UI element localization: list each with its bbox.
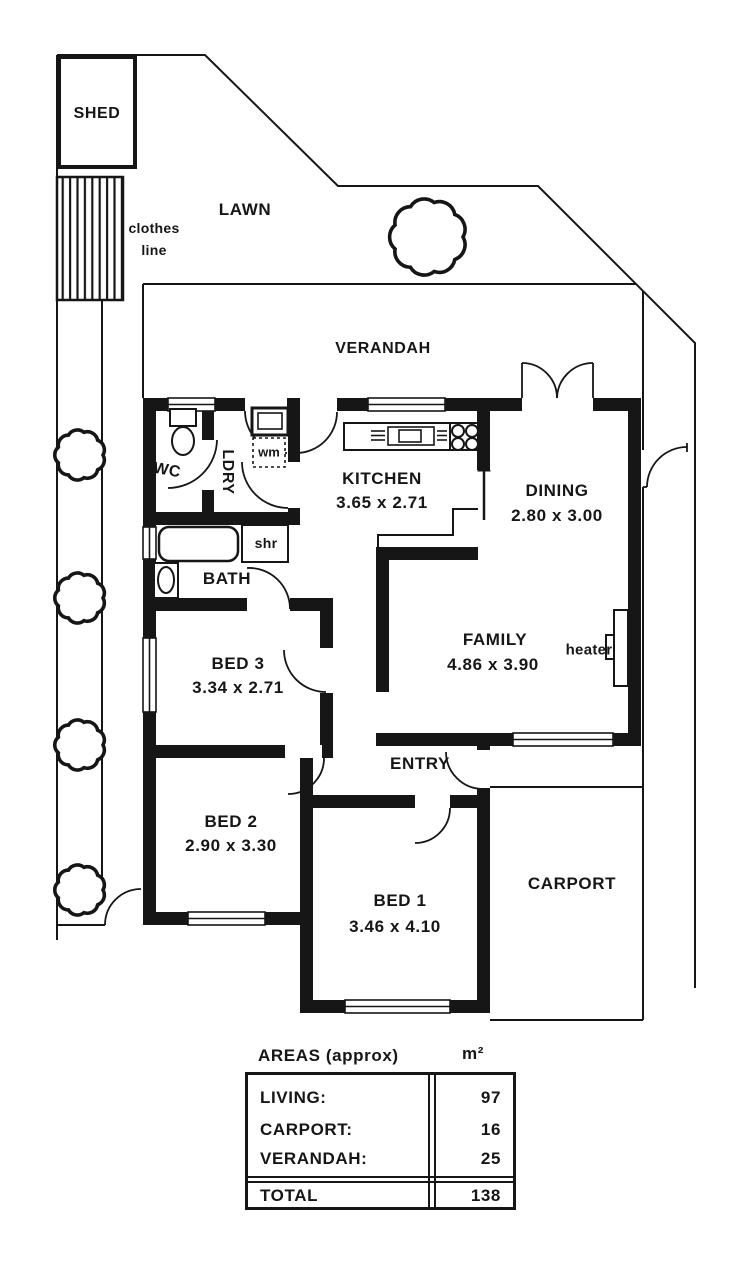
areas-table-unit: m² — [462, 1044, 484, 1063]
kitchen-bench — [344, 423, 478, 450]
kitchen-peninsula — [378, 509, 478, 547]
label-bed3-dims: 3.34 x 2.71 — [192, 678, 284, 697]
label-family: FAMILY — [462, 630, 528, 649]
areas-table-title: AREAS (approx) — [258, 1046, 399, 1065]
label-bed2-dims: 2.90 x 3.30 — [185, 836, 277, 855]
label-bath: BATH — [202, 569, 252, 588]
label-bed1: BED 1 — [373, 891, 427, 910]
total-value: 138 — [470, 1186, 501, 1205]
label-shr: shr — [254, 535, 278, 551]
label-dining: DINING — [525, 481, 589, 500]
label-entry: ENTRY — [390, 754, 450, 773]
bush-icon — [55, 430, 105, 480]
total-label: TOTAL — [260, 1186, 319, 1205]
table-divider — [434, 1075, 436, 1207]
label-ldry: LDRY — [219, 449, 236, 495]
row-label: LIVING: — [260, 1088, 327, 1107]
toilet-icon — [170, 409, 196, 455]
laundry-trough — [252, 408, 288, 435]
table-divider — [428, 1075, 430, 1207]
row-value: 25 — [480, 1149, 501, 1168]
label-clothes-line: line — [141, 242, 167, 258]
row-label: CARPORT: — [260, 1120, 353, 1139]
basin-icon — [154, 563, 178, 598]
label-verandah: VERANDAH — [335, 340, 431, 357]
label-family-dims: 4.86 x 3.90 — [447, 655, 539, 674]
clothes-line-area — [57, 177, 123, 300]
label-bed3: BED 3 — [211, 654, 265, 673]
row-value: 16 — [480, 1120, 501, 1139]
table-divider — [248, 1181, 513, 1183]
label-heater: heater — [565, 641, 613, 659]
label-kitchen: KITCHEN — [342, 469, 422, 488]
label-lawn: LAWN — [218, 200, 272, 219]
row-label: VERANDAH: — [260, 1149, 368, 1168]
label-carport: CARPORT — [527, 874, 617, 893]
label-bed2: BED 2 — [204, 812, 258, 831]
bathtub-icon — [159, 527, 238, 561]
bush-icon — [55, 720, 105, 770]
label-shed: SHED — [73, 105, 121, 122]
bush-icon — [55, 865, 105, 915]
label-bed1-dims: 3.46 x 4.10 — [349, 917, 441, 936]
table-divider — [248, 1176, 513, 1178]
label-dining-dims: 2.80 x 3.00 — [511, 506, 603, 525]
label-wc: WC — [151, 459, 183, 482]
row-value: 97 — [480, 1088, 501, 1107]
label-wm: wm — [258, 444, 280, 460]
label-kitchen-dims: 3.65 x 2.71 — [336, 493, 428, 512]
areas-table — [245, 1072, 516, 1210]
tree-icon — [390, 199, 465, 275]
label-clothes: clothes — [128, 220, 180, 236]
bush-icon — [55, 573, 105, 623]
